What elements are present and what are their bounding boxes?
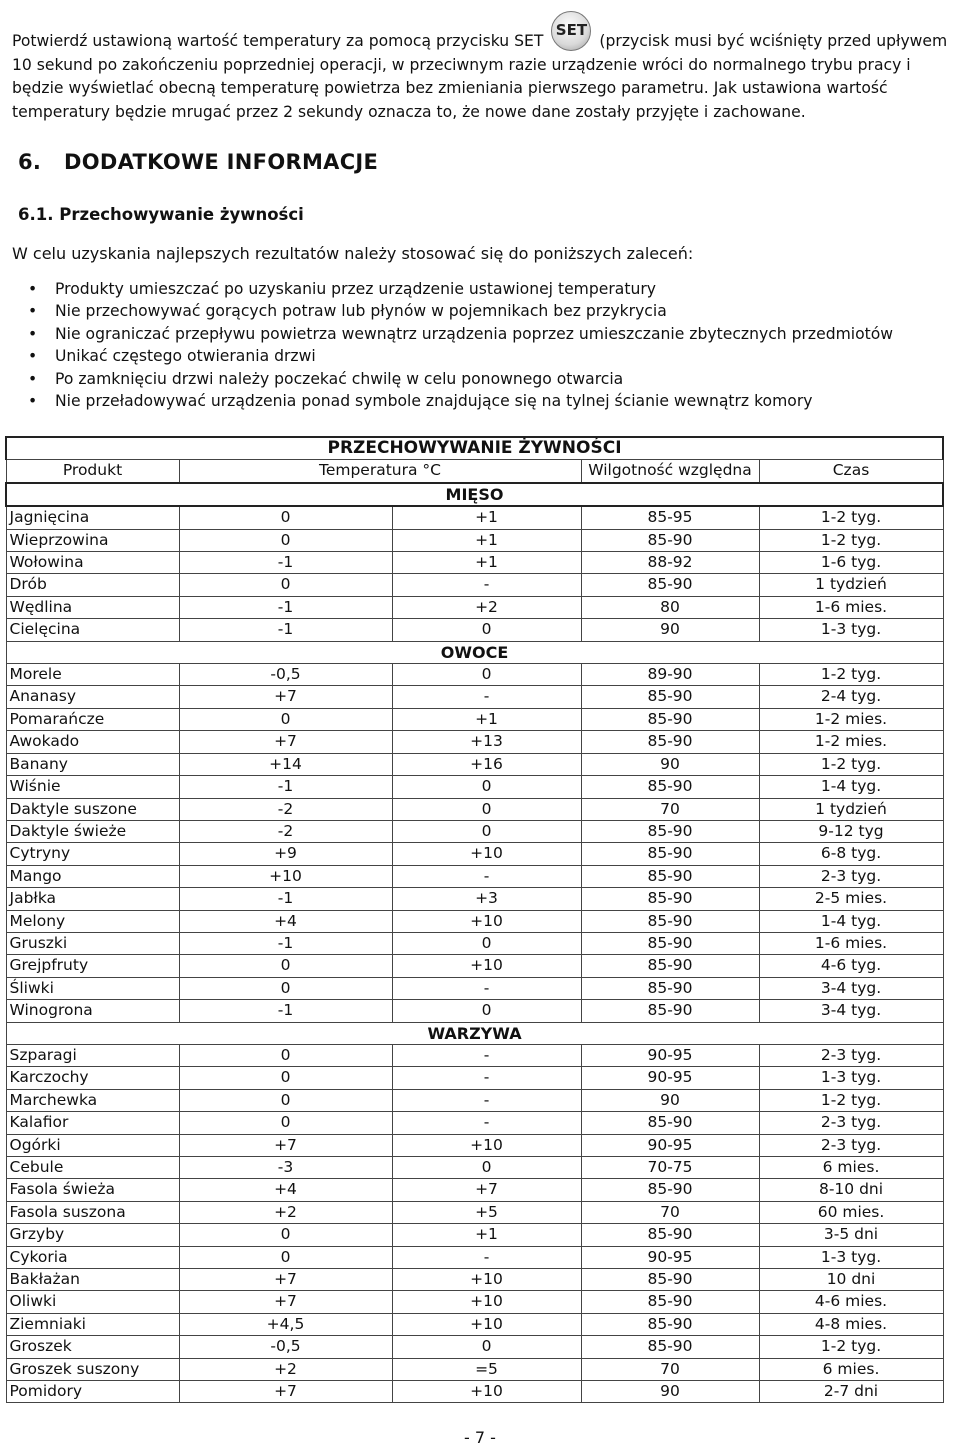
temp-max: +2 bbox=[392, 596, 581, 618]
temp-max: 0 bbox=[392, 776, 581, 798]
temp-max: +1 bbox=[392, 506, 581, 529]
temp-min: -1 bbox=[179, 552, 392, 574]
humidity: 70-75 bbox=[581, 1157, 759, 1179]
humidity: 70 bbox=[581, 798, 759, 820]
list-item: • Nie przechowywać gorących potraw lub płynów w pojemnikach bez przykrycia bbox=[28, 300, 893, 322]
table-row bbox=[6, 1067, 943, 1089]
table-row bbox=[6, 529, 943, 551]
temp-max: +10 bbox=[392, 1381, 581, 1403]
storage-time: 1-2 mies. bbox=[759, 708, 943, 730]
product-name: Ziemniaki bbox=[6, 1313, 179, 1335]
humidity: 85-90 bbox=[581, 910, 759, 932]
list-item: • Nie ograniczać przepływu powietrza wewnątrz urządzenia poprzez umieszczanie zbytecznych przedmiotów bbox=[28, 323, 893, 345]
humidity: 85-90 bbox=[581, 932, 759, 954]
product-name: Drób bbox=[6, 574, 179, 596]
storage-time: 1-4 tyg. bbox=[759, 776, 943, 798]
temp-min: +7 bbox=[179, 1134, 392, 1156]
table-header-row bbox=[6, 460, 943, 483]
storage-time: 1 tydzień bbox=[759, 798, 943, 820]
subsection-heading: 6.1. Przechowywanie żywności bbox=[18, 205, 304, 224]
humidity: 80 bbox=[581, 596, 759, 618]
temp-min: -1 bbox=[179, 596, 392, 618]
table-row bbox=[6, 708, 943, 730]
product-name: Grzyby bbox=[6, 1224, 179, 1246]
humidity: 85-90 bbox=[581, 776, 759, 798]
storage-time: 3-4 tyg. bbox=[759, 977, 943, 999]
lead-text: W celu uzyskania najlepszych rezultatów należy stosować się do poniższych zaleceń: bbox=[12, 244, 694, 263]
product-name: Marchewka bbox=[6, 1089, 179, 1111]
storage-time: 1-2 tyg. bbox=[759, 506, 943, 529]
category-title: MIĘSO bbox=[6, 483, 943, 506]
temp-max: +10 bbox=[392, 1134, 581, 1156]
temp-min: +2 bbox=[179, 1201, 392, 1223]
humidity: 90-95 bbox=[581, 1044, 759, 1066]
humidity: 85-90 bbox=[581, 955, 759, 977]
temp-min: 0 bbox=[179, 1089, 392, 1111]
intro-text-before: Potwierdź ustawioną wartość temperatury za pomocą przycisku SET bbox=[12, 32, 544, 50]
humidity: 85-90 bbox=[581, 1291, 759, 1313]
temp-min: -0,5 bbox=[179, 1336, 392, 1358]
temp-max: - bbox=[392, 1067, 581, 1089]
temp-min: 0 bbox=[179, 955, 392, 977]
temp-max: +7 bbox=[392, 1179, 581, 1201]
humidity: 85-90 bbox=[581, 1313, 759, 1335]
temp-min: +7 bbox=[179, 686, 392, 708]
table-row bbox=[6, 910, 943, 932]
temp-max: +13 bbox=[392, 731, 581, 753]
temp-min: +4 bbox=[179, 1179, 392, 1201]
category-row bbox=[6, 641, 943, 663]
product-name: Banany bbox=[6, 753, 179, 775]
product-name: Cebule bbox=[6, 1157, 179, 1179]
temp-min: 0 bbox=[179, 708, 392, 730]
humidity: 90 bbox=[581, 619, 759, 641]
table-row bbox=[6, 955, 943, 977]
table-row bbox=[6, 686, 943, 708]
temp-max: 0 bbox=[392, 1157, 581, 1179]
set-button-icon: SET bbox=[549, 31, 593, 53]
humidity: 85-90 bbox=[581, 843, 759, 865]
humidity: 85-90 bbox=[581, 686, 759, 708]
category-title: OWOCE bbox=[6, 641, 943, 663]
humidity: 85-90 bbox=[581, 1179, 759, 1201]
table-row bbox=[6, 888, 943, 910]
temp-min: 0 bbox=[179, 506, 392, 529]
product-name: Jagnięcina bbox=[6, 506, 179, 529]
storage-time: 1-4 tyg. bbox=[759, 910, 943, 932]
recommendations-list bbox=[28, 278, 893, 412]
temp-min: +4 bbox=[179, 910, 392, 932]
humidity: 70 bbox=[581, 1358, 759, 1380]
temp-max: - bbox=[392, 1089, 581, 1111]
temp-max: +10 bbox=[392, 1269, 581, 1291]
storage-time: 1-3 tyg. bbox=[759, 619, 943, 641]
temp-max: - bbox=[392, 1112, 581, 1134]
humidity: 85-90 bbox=[581, 977, 759, 999]
storage-time: 4-8 mies. bbox=[759, 1313, 943, 1335]
product-name: Fasola świeża bbox=[6, 1179, 179, 1201]
product-name: Szparagi bbox=[6, 1044, 179, 1066]
table-row bbox=[6, 1044, 943, 1066]
storage-time: 4-6 tyg. bbox=[759, 955, 943, 977]
humidity: 85-90 bbox=[581, 1112, 759, 1134]
product-name: Pomidory bbox=[6, 1381, 179, 1403]
storage-time: 2-3 tyg. bbox=[759, 1044, 943, 1066]
table-row bbox=[6, 776, 943, 798]
storage-time: 1-2 tyg. bbox=[759, 753, 943, 775]
page-number: - 7 - bbox=[464, 1428, 496, 1447]
product-name: Wiśnie bbox=[6, 776, 179, 798]
temp-min: +4,5 bbox=[179, 1313, 392, 1335]
table-row bbox=[6, 1157, 943, 1179]
table-row bbox=[6, 552, 943, 574]
table-row bbox=[6, 820, 943, 842]
table-row bbox=[6, 1134, 943, 1156]
table-row bbox=[6, 1000, 943, 1022]
table-row bbox=[6, 1313, 943, 1335]
storage-time: 3-4 tyg. bbox=[759, 1000, 943, 1022]
humidity: 90 bbox=[581, 1089, 759, 1111]
temp-min: -1 bbox=[179, 619, 392, 641]
product-name: Groszek bbox=[6, 1336, 179, 1358]
storage-table bbox=[5, 436, 944, 1403]
temp-min: 0 bbox=[179, 1246, 392, 1268]
temp-min: 0 bbox=[179, 1044, 392, 1066]
storage-time: 2-5 mies. bbox=[759, 888, 943, 910]
storage-time: 1-3 tyg. bbox=[759, 1067, 943, 1089]
temp-min: +2 bbox=[179, 1358, 392, 1380]
header-humidity: Wilgotność względna bbox=[581, 460, 759, 483]
temp-max: 0 bbox=[392, 820, 581, 842]
temp-max: +10 bbox=[392, 955, 581, 977]
section-heading: 6. DODATKOWE INFORMACJE bbox=[18, 150, 379, 174]
category-row bbox=[6, 483, 943, 506]
temp-max: 0 bbox=[392, 798, 581, 820]
storage-time: 1-2 tyg. bbox=[759, 1089, 943, 1111]
header-temperature: Temperatura °C bbox=[179, 460, 581, 483]
temp-max: +1 bbox=[392, 529, 581, 551]
table-title: PRZECHOWYWANIE ŻYWNOŚCI bbox=[6, 437, 943, 460]
product-name: Grejpfruty bbox=[6, 955, 179, 977]
temp-min: -2 bbox=[179, 798, 392, 820]
humidity: 90 bbox=[581, 753, 759, 775]
storage-time: 2-3 tyg. bbox=[759, 1112, 943, 1134]
product-name: Gruszki bbox=[6, 932, 179, 954]
temp-min: -0,5 bbox=[179, 664, 392, 686]
table-row bbox=[6, 753, 943, 775]
category-row bbox=[6, 1022, 943, 1044]
product-name: Wieprzowina bbox=[6, 529, 179, 551]
product-name: Cytryny bbox=[6, 843, 179, 865]
product-name: Mango bbox=[6, 865, 179, 887]
humidity: 90-95 bbox=[581, 1246, 759, 1268]
product-name: Kalafior bbox=[6, 1112, 179, 1134]
product-name: Ogórki bbox=[6, 1134, 179, 1156]
humidity: 85-90 bbox=[581, 574, 759, 596]
temp-min: -1 bbox=[179, 932, 392, 954]
table-row bbox=[6, 1246, 943, 1268]
storage-time: 4-6 mies. bbox=[759, 1291, 943, 1313]
temp-min: 0 bbox=[179, 574, 392, 596]
product-name: Groszek suszony bbox=[6, 1358, 179, 1380]
storage-time: 2-3 tyg. bbox=[759, 1134, 943, 1156]
storage-time: 3-5 dni bbox=[759, 1224, 943, 1246]
temp-min: -1 bbox=[179, 888, 392, 910]
product-name: Daktyle suszone bbox=[6, 798, 179, 820]
humidity: 70 bbox=[581, 1201, 759, 1223]
product-name: Śliwki bbox=[6, 977, 179, 999]
temp-max: +1 bbox=[392, 708, 581, 730]
humidity: 88-92 bbox=[581, 552, 759, 574]
temp-min: +9 bbox=[179, 843, 392, 865]
temp-min: +7 bbox=[179, 1269, 392, 1291]
table-row bbox=[6, 619, 943, 641]
list-item: • Po zamknięciu drzwi należy poczekać chwilę w celu ponownego otwarcia bbox=[28, 368, 893, 390]
temp-min: -1 bbox=[179, 776, 392, 798]
storage-time: 1-2 tyg. bbox=[759, 1336, 943, 1358]
storage-time: 9-12 tyg bbox=[759, 820, 943, 842]
storage-time: 8-10 dni bbox=[759, 1179, 943, 1201]
product-name: Cielęcina bbox=[6, 619, 179, 641]
humidity: 85-90 bbox=[581, 1224, 759, 1246]
storage-time: 2-4 tyg. bbox=[759, 686, 943, 708]
storage-time: 6 mies. bbox=[759, 1157, 943, 1179]
humidity: 85-90 bbox=[581, 708, 759, 730]
temp-max: +1 bbox=[392, 1224, 581, 1246]
temp-min: 0 bbox=[179, 1224, 392, 1246]
product-name: Morele bbox=[6, 664, 179, 686]
temp-max: =5 bbox=[392, 1358, 581, 1380]
temp-max: - bbox=[392, 1246, 581, 1268]
temp-min: 0 bbox=[179, 1112, 392, 1134]
product-name: Wędlina bbox=[6, 596, 179, 618]
product-name: Daktyle świeże bbox=[6, 820, 179, 842]
intro-text-after: (przycisk musi być wciśnięty przed upływem 10 sekund po zakończeniu poprzedniej operacji, w przeciwnym razie urządzenie wróci do normalnego trybu pracy i będzie wyświetlać obecną temperaturę powietrza bez zmieniania pierwszego parametru. Jak ustawiona wartość temperatury będzie mrugać przez 2 sekundy oznacza to, że nowe dane zostały przyjęte i zachowane. bbox=[12, 32, 948, 121]
humidity: 90-95 bbox=[581, 1067, 759, 1089]
table-row bbox=[6, 574, 943, 596]
table-row bbox=[6, 664, 943, 686]
storage-time: 1 tydzień bbox=[759, 574, 943, 596]
humidity: 85-95 bbox=[581, 506, 759, 529]
storage-time: 1-2 mies. bbox=[759, 731, 943, 753]
product-name: Jabłka bbox=[6, 888, 179, 910]
table-row bbox=[6, 1201, 943, 1223]
table-row bbox=[6, 1381, 943, 1403]
table-row bbox=[6, 1089, 943, 1111]
product-name: Fasola suszona bbox=[6, 1201, 179, 1223]
temp-max: +10 bbox=[392, 1291, 581, 1313]
category-title: WARZYWA bbox=[6, 1022, 943, 1044]
humidity: 90-95 bbox=[581, 1134, 759, 1156]
temp-min: +7 bbox=[179, 731, 392, 753]
temp-max: - bbox=[392, 574, 581, 596]
temp-min: +7 bbox=[179, 1381, 392, 1403]
temp-min: +10 bbox=[179, 865, 392, 887]
temp-max: +10 bbox=[392, 1313, 581, 1335]
humidity: 89-90 bbox=[581, 664, 759, 686]
list-item: • Nie przeładowywać urządzenia ponad symbole znajdujące się na tylnej ścianie wewnątrz komory bbox=[28, 390, 893, 412]
humidity: 85-90 bbox=[581, 820, 759, 842]
humidity: 85-90 bbox=[581, 888, 759, 910]
temp-max: +3 bbox=[392, 888, 581, 910]
storage-time: 2-3 tyg. bbox=[759, 865, 943, 887]
table-row bbox=[6, 731, 943, 753]
product-name: Ananasy bbox=[6, 686, 179, 708]
table-row bbox=[6, 843, 943, 865]
table-row bbox=[6, 506, 943, 529]
temp-max: - bbox=[392, 865, 581, 887]
temp-max: 0 bbox=[392, 664, 581, 686]
temp-max: +16 bbox=[392, 753, 581, 775]
temp-max: +10 bbox=[392, 910, 581, 932]
storage-time: 10 dni bbox=[759, 1269, 943, 1291]
temp-min: 0 bbox=[179, 977, 392, 999]
table-row bbox=[6, 1269, 943, 1291]
table-row bbox=[6, 1112, 943, 1134]
product-name: Karczochy bbox=[6, 1067, 179, 1089]
temp-min: -3 bbox=[179, 1157, 392, 1179]
temp-max: 0 bbox=[392, 1000, 581, 1022]
table-row bbox=[6, 1224, 943, 1246]
humidity: 85-90 bbox=[581, 1269, 759, 1291]
table-row bbox=[6, 798, 943, 820]
table-row bbox=[6, 1336, 943, 1358]
table-row bbox=[6, 977, 943, 999]
temp-min: 0 bbox=[179, 1067, 392, 1089]
temp-max: - bbox=[392, 686, 581, 708]
temp-min: 0 bbox=[179, 529, 392, 551]
table-title-row bbox=[6, 437, 943, 460]
storage-time: 1-6 tyg. bbox=[759, 552, 943, 574]
humidity: 90 bbox=[581, 1381, 759, 1403]
product-name: Oliwki bbox=[6, 1291, 179, 1313]
storage-time: 1-2 tyg. bbox=[759, 529, 943, 551]
product-name: Pomarańcze bbox=[6, 708, 179, 730]
storage-time: 60 mies. bbox=[759, 1201, 943, 1223]
humidity: 85-90 bbox=[581, 1336, 759, 1358]
list-item: • Produkty umieszczać po uzyskaniu przez urządzenie ustawionej temperatury bbox=[28, 278, 893, 300]
humidity: 85-90 bbox=[581, 731, 759, 753]
humidity: 85-90 bbox=[581, 1000, 759, 1022]
temp-max: 0 bbox=[392, 1336, 581, 1358]
list-item: • Unikać częstego otwierania drzwi bbox=[28, 345, 893, 367]
table-row bbox=[6, 1358, 943, 1380]
table-row bbox=[6, 865, 943, 887]
humidity: 85-90 bbox=[581, 865, 759, 887]
temp-max: +1 bbox=[392, 552, 581, 574]
temp-max: - bbox=[392, 977, 581, 999]
storage-time: 1-3 tyg. bbox=[759, 1246, 943, 1268]
product-name: Winogrona bbox=[6, 1000, 179, 1022]
temp-max: +10 bbox=[392, 843, 581, 865]
table-row bbox=[6, 1179, 943, 1201]
storage-time: 6-8 tyg. bbox=[759, 843, 943, 865]
header-product: Produkt bbox=[6, 460, 179, 483]
temp-max: +5 bbox=[392, 1201, 581, 1223]
temp-min: -1 bbox=[179, 1000, 392, 1022]
product-name: Wołowina bbox=[6, 552, 179, 574]
header-time: Czas bbox=[759, 460, 943, 483]
storage-time: 1-6 mies. bbox=[759, 932, 943, 954]
temp-min: -2 bbox=[179, 820, 392, 842]
temp-max: - bbox=[392, 1044, 581, 1066]
product-name: Bakłażan bbox=[6, 1269, 179, 1291]
storage-time: 1-2 tyg. bbox=[759, 664, 943, 686]
table-row bbox=[6, 596, 943, 618]
humidity: 85-90 bbox=[581, 529, 759, 551]
table-row bbox=[6, 1291, 943, 1313]
table-row bbox=[6, 932, 943, 954]
temp-max: 0 bbox=[392, 932, 581, 954]
product-name: Awokado bbox=[6, 731, 179, 753]
temp-max: 0 bbox=[392, 619, 581, 641]
temp-min: +7 bbox=[179, 1291, 392, 1313]
temp-min: +14 bbox=[179, 753, 392, 775]
product-name: Cykoria bbox=[6, 1246, 179, 1268]
storage-time: 6 mies. bbox=[759, 1358, 943, 1380]
storage-time: 2-7 dni bbox=[759, 1381, 943, 1403]
storage-time: 1-6 mies. bbox=[759, 596, 943, 618]
intro-paragraph bbox=[12, 20, 956, 124]
product-name: Melony bbox=[6, 910, 179, 932]
